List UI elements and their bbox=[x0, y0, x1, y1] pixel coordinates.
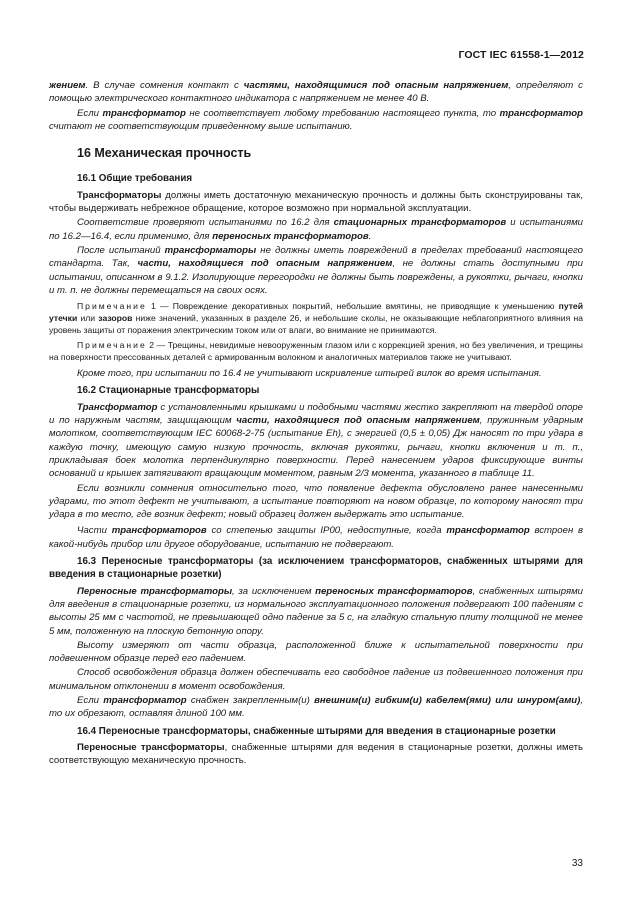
paragraph: Кроме того, при испытании по 16.4 не учитывают искривление штырей вилок во время испытания. bbox=[77, 368, 542, 380]
paragraph: Способ освобождения образца должен обеспечивать его свободное падение из подвешенного положения при минимальном отклонении в момент освобождения. bbox=[49, 667, 583, 692]
paragraph: Соответствие проверяют испытаниями по 16.2 для стационарных трансформаторов и испытаниями по 16.2—16.4, если применимо, для переносных трансформаторов. bbox=[49, 217, 583, 242]
paragraph: Если трансформатор не соответствует любому требованию настоящего пункта, то трансформатор считают не соответствующим приведенному выше испытанию. bbox=[49, 107, 583, 132]
subsection-title: 16.2 Стационарные трансформаторы bbox=[77, 385, 260, 397]
paragraph: Переносные трансформаторы, за исключением переносных трансформаторов, снабженных штырями для введения в стационарные розетки, из нормального эксплуатационного положения подвергают 100 падениям с высоты 25 мм с частотой, не превышающей одно падение за 5 с, на гладкую стальную плиту толщиной не менее 5 мм, положенную на плоскую бетонную опору. bbox=[49, 585, 583, 637]
subsection-title: 16.1 Общие требования bbox=[77, 173, 193, 185]
paragraph: После испытаний трансформаторы не должны иметь повреждений в пределах требований настоящего стандарта. Так, части, находящиеся под опасным напряжением, не должны стать доступными при испытании, описанном в 9.1.2. Изолирующие перегородки не должны быть повреждены, а рукоятки, рычаги, кнопки и т. п. не должны перемещаться на своих осях. bbox=[49, 244, 583, 296]
page-number: 33 bbox=[571, 858, 583, 869]
subsection-title: 16.4 Переносные трансформаторы, снабженные штырями для введения в стационарные розетки bbox=[77, 725, 556, 737]
paragraph: Если возникли сомнения относительно того, что появление дефекта обусловлено ранее нанесенными ударами, то этот дефект не учитывают, а испытание повторяют на новом образце, по которому наносят три удара в то место, где возник дефект; новый образец должен выдержать это испытание. bbox=[49, 482, 583, 521]
paragraph: Трансформаторы должны иметь достаточную механическую прочность и должны быть сконструированы так, чтобы выдерживать небрежное обращение, которое возможно при нормальной эксплуатации. bbox=[49, 189, 583, 215]
subsection-title: 16.3 Переносные трансформаторы (за исключением трансформаторов, снабженных штырями для введения в стационарные розетки) bbox=[49, 556, 583, 581]
page-content bbox=[49, 79, 583, 768]
section-title: 16 Механическая прочность bbox=[77, 146, 252, 161]
paragraph: Высоту измеряют от части образца, расположенной ближе к испытательной поверхности при подвешенном образце перед его падением. bbox=[49, 639, 583, 665]
note: Примечание 2 — Трещины, невидимые невооруженным глазом или с коррекцией зрения, но без увеличения, и трещины на поверхности прессованных деталей с армированным волокном и аналогичных материалов также не учитывают. bbox=[49, 340, 583, 363]
note: Примечание 1 — Повреждение декоративных покрытий, небольшие вмятины, не приводящие к уменьшению путей утечки или зазоров ниже значений, указанных в разделе 26, и небольшие сколы, не оказывающие неблагоприятного влияния на уровень защиты от поражения электрическим током или от влаги, во внимание не принимаются. bbox=[49, 301, 584, 336]
standard-header: ГОСТ IEC 61558-1—2012 bbox=[458, 49, 584, 61]
paragraph: Трансформатор с установленными крышками и подобными частями жестко закрепляют на твердой опоре и по наружным частям, защищающим части, находящиеся под опасным напряжением, пружинным ударным молотком, соответствующим IEC 60068-2-75 (испытание Eh), с энергией (0,5 ± 0,05) Дж наносят по три удара в каждую точку, имеющую самую низкую прочность, включая рукоятки, рычаги, кнопки включения и т. п., прикладывая боек молотка перпендикулярно поверхности. Перед нанесением ударов фиксирующие винты оснований и крышек затягивают вращающим моментом, равным 2/3 момента, указанного в таблице 11. bbox=[49, 401, 583, 480]
paragraph-continuation: жением. В случае сомнения контакт с частями, находящимися под опасным напряжением, определяют с помощью электрического контактного индикатора с напряжением не менее 40 В. bbox=[49, 80, 583, 105]
paragraph: Переносные трансформаторы, снабженные штырями для ведения в стационарные розетки, должны иметь соответствующую механическую прочность. bbox=[49, 741, 583, 767]
paragraph: Части трансформаторов со степенью защиты IP00, недоступные, когда трансформатор встроен в какой-нибудь прибор или другое оборудование, испытанию не подвергают. bbox=[49, 525, 583, 550]
paragraph: Если трансформатор снабжен закрепленным(и) внешним(и) гибким(и) кабелем(ями) или шнуром(ами), то их обрезают, оставляя длиной 100 мм. bbox=[49, 694, 584, 720]
